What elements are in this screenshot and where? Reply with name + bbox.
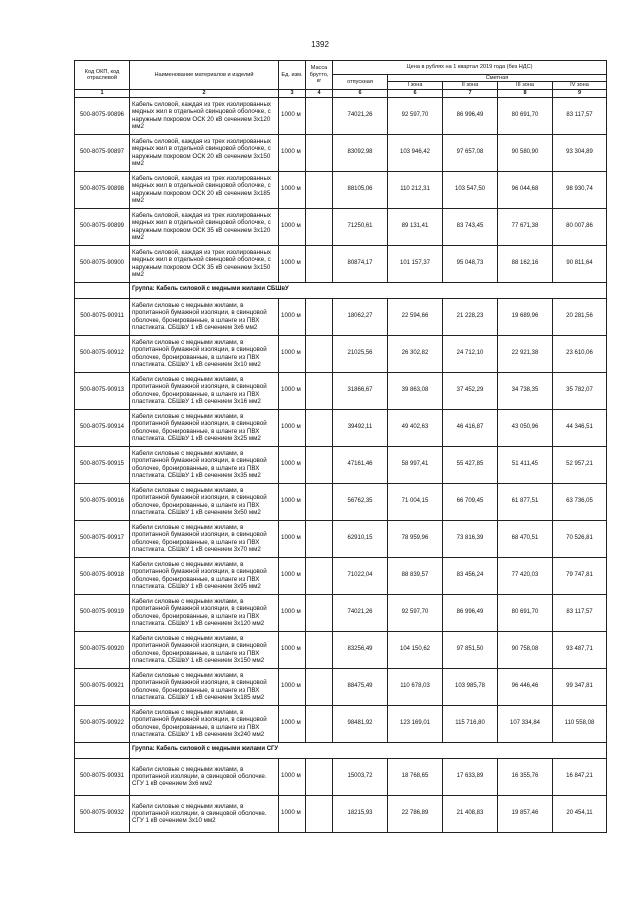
cell-release-price: 71250,61 (333, 208, 388, 245)
table-row (75, 705, 607, 742)
cell-code: 500-8075-90917 (75, 520, 130, 557)
cell-unit: 1000 м (279, 668, 306, 705)
cell-unit: 1000 м (279, 483, 306, 520)
cell-zone-2-price: 37 452,29 (443, 372, 498, 409)
cell-zone-1-price: 123 169,01 (388, 705, 443, 742)
cell-zone-4-price: 35 782,07 (553, 372, 607, 409)
cell-zone-2-price: 86 996,49 (443, 97, 498, 134)
cell-mass (306, 372, 333, 409)
cell-code: 500-8075-90932 (75, 795, 130, 832)
cell-unit: 1000 м (279, 298, 306, 335)
cell-unit: 1000 м (279, 446, 306, 483)
cell-zone-1-price: 92 597,70 (388, 97, 443, 134)
cell-zone-1-price: 78 959,96 (388, 520, 443, 557)
cell-zone-4-price: 63 736,05 (553, 483, 607, 520)
cell-mass (306, 409, 333, 446)
cell-mass (306, 97, 333, 134)
cell-release-price: 80874,17 (333, 245, 388, 282)
table-row (75, 335, 607, 372)
cell-mass (306, 668, 333, 705)
cell-code: 500-8075-90915 (75, 446, 130, 483)
cell-zone-1-price: 89 131,41 (388, 208, 443, 245)
cell-zone-3-price: 19 689,96 (498, 298, 553, 335)
cell-name: Кабели силовые с медными жилами, в пропитанной бумажной изоляции, в свинцовой оболочке, бронированные, в шланге из ПВХ пластиката. СБШвУ 1 кВ сечением 3х150 мм2 (130, 631, 279, 668)
col-number: 7 (443, 89, 498, 97)
cell-release-price: 74021,26 (333, 594, 388, 631)
cell-zone-3-price: 88 162,16 (498, 245, 553, 282)
cell-mass (306, 758, 333, 795)
col-number: 9 (553, 89, 607, 97)
cell-zone-3-price: 61 877,51 (498, 483, 553, 520)
cell-zone-2-price: 73 816,39 (443, 520, 498, 557)
table-row (75, 208, 607, 245)
cell-mass (306, 335, 333, 372)
cell-name: Кабели силовые с медными жилами, в пропитанной бумажной изоляции, в свинцовой оболочке, бронированные, в шланге из ПВХ пластиката. СБШвУ 1 кВ сечением 3х120 мм2 (130, 594, 279, 631)
header-price-title: Цена в рублях на 1 квартал 2019 года (без НДС) (333, 61, 607, 75)
cell-name: Кабели силовые с медными жилами, в пропитанной бумажной изоляции, в свинцовой оболочке, бронированные, в шланге из ПВХ пластиката. СБШвУ 1 кВ сечением 3х185 мм2 (130, 668, 279, 705)
cell-zone-2-price: 103 985,78 (443, 668, 498, 705)
cell-name: Кабели силовые с медными жилами, в пропитанной изоляции, в свинцовой оболочке. СГУ 1 кВ сечением 3х10 мм2 (130, 795, 279, 832)
cell-unit: 1000 м (279, 335, 306, 372)
header-zone-3: III зона (498, 82, 553, 89)
cell-zone-2-price: 97 657,08 (443, 134, 498, 171)
cell-zone-2-price: 66 709,45 (443, 483, 498, 520)
col-number: 8 (498, 89, 553, 97)
cell-zone-3-price: 77 671,38 (498, 208, 553, 245)
cell-unit: 1000 м (279, 705, 306, 742)
cell-unit: 1000 м (279, 409, 306, 446)
header-zone-2: II зона (443, 82, 498, 89)
table-row (75, 372, 607, 409)
table-row (75, 631, 607, 668)
cell-zone-1-price: 22 594,66 (388, 298, 443, 335)
cell-release-price: 74021,26 (333, 97, 388, 134)
table-row (75, 520, 607, 557)
cell-code: 500-8075-90921 (75, 668, 130, 705)
cell-release-price: 88105,06 (333, 171, 388, 208)
cell-zone-4-price: 93 304,89 (553, 134, 607, 171)
cell-name: Кабель силовой, каждая из трех изолированных медных жил в отдельной свинцовой оболочке, с наружным покровом ОСК 20 кВ сечением 3х120 мм2 (130, 97, 279, 134)
cell-zone-3-price: 19 857,46 (498, 795, 553, 832)
cell-zone-1-price: 71 004,15 (388, 483, 443, 520)
cell-name: Кабели силовые с медными жилами, в пропитанной бумажной изоляции, в свинцовой оболочке, бронированные, в шланге из ПВХ пластиката. СБШвУ 1 кВ сечением 3х16 мм2 (130, 372, 279, 409)
group-title: Группа: Кабель силовой с медными жилами СГУ (130, 742, 607, 758)
cell-zone-1-price: 49 402,63 (388, 409, 443, 446)
cell-zone-4-price: 110 558,08 (553, 705, 607, 742)
cell-name: Кабели силовые с медными жилами, в пропитанной бумажной изоляции, в свинцовой оболочке, бронированные, в шланге из ПВХ пластиката. СБШвУ 1 кВ сечением 3х70 мм2 (130, 520, 279, 557)
cell-mass (306, 208, 333, 245)
cell-zone-1-price: 103 946,42 (388, 134, 443, 171)
table-row (75, 668, 607, 705)
cell-zone-2-price: 21 408,83 (443, 795, 498, 832)
cell-mass (306, 446, 333, 483)
group-title: Группа: Кабель силовой с медными жилами СБШвУ (130, 282, 607, 298)
cell-zone-1-price: 22 786,89 (388, 795, 443, 832)
cell-zone-2-price: 97 851,50 (443, 631, 498, 668)
cell-release-price: 18215,93 (333, 795, 388, 832)
cell-zone-4-price: 16 847,21 (553, 758, 607, 795)
cell-zone-3-price: 43 050,96 (498, 409, 553, 446)
cell-code: 500-8075-90931 (75, 758, 130, 795)
cell-zone-1-price: 104 150,62 (388, 631, 443, 668)
cell-name: Кабели силовые с медными жилами, в пропитанной бумажной изоляции, в свинцовой оболочке, бронированные, в шланге из ПВХ пластиката. СБШвУ 1 кВ сечением 3х240 мм2 (130, 705, 279, 742)
cell-zone-1-price: 101 157,37 (388, 245, 443, 282)
cell-zone-4-price: 23 610,06 (553, 335, 607, 372)
cell-zone-4-price: 70 526,81 (553, 520, 607, 557)
table-row (75, 594, 607, 631)
cell-zone-3-price: 51 411,45 (498, 446, 553, 483)
table-body (75, 97, 607, 832)
col-number: 6 (388, 89, 443, 97)
cell-zone-3-price: 80 691,70 (498, 594, 553, 631)
cell-zone-4-price: 98 930,74 (553, 171, 607, 208)
table-row (75, 298, 607, 335)
cell-zone-1-price: 18 768,65 (388, 758, 443, 795)
cell-unit: 1000 м (279, 795, 306, 832)
cell-zone-3-price: 16 355,76 (498, 758, 553, 795)
cell-unit: 1000 м (279, 594, 306, 631)
cell-release-price: 83092,98 (333, 134, 388, 171)
cell-code: 500-8075-90922 (75, 705, 130, 742)
cell-zone-4-price: 44 346,51 (553, 409, 607, 446)
cell-zone-1-price: 92 597,70 (388, 594, 443, 631)
cell-zone-3-price: 90 758,08 (498, 631, 553, 668)
table-row (75, 171, 607, 208)
cell-zone-2-price: 83 456,24 (443, 557, 498, 594)
cell-code: 500-8075-90918 (75, 557, 130, 594)
cell-zone-1-price: 110 678,03 (388, 668, 443, 705)
cell-code: 500-8075-90898 (75, 171, 130, 208)
group-code-cell (75, 742, 130, 758)
cell-zone-1-price: 58 997,41 (388, 446, 443, 483)
cell-code: 500-8075-90900 (75, 245, 130, 282)
cell-release-price: 98481,92 (333, 705, 388, 742)
cell-code: 500-8075-90899 (75, 208, 130, 245)
cell-zone-1-price: 88 839,57 (388, 557, 443, 594)
cell-zone-2-price: 17 633,89 (443, 758, 498, 795)
cell-zone-4-price: 20 281,56 (553, 298, 607, 335)
cell-zone-3-price: 107 334,84 (498, 705, 553, 742)
cell-unit: 1000 м (279, 97, 306, 134)
cell-release-price: 39492,11 (333, 409, 388, 446)
cell-code: 500-8075-90896 (75, 97, 130, 134)
cell-release-price: 83256,49 (333, 631, 388, 668)
cell-release-price: 31866,67 (333, 372, 388, 409)
cell-mass (306, 631, 333, 668)
cell-zone-2-price: 103 547,50 (443, 171, 498, 208)
header-zone-1: I зона (388, 82, 443, 89)
cell-code: 500-8075-90914 (75, 409, 130, 446)
cell-name: Кабели силовые с медными жилами, в пропитанной бумажной изоляции, в свинцовой оболочке, бронированные, в шланге из ПВХ пластиката. СБШвУ 1 кВ сечением 3х10 мм2 (130, 335, 279, 372)
cell-release-price: 21025,56 (333, 335, 388, 372)
page-number: 1392 (311, 40, 329, 49)
table-row (75, 446, 607, 483)
cell-unit: 1000 м (279, 134, 306, 171)
col-number: 3 (279, 89, 306, 97)
cell-name: Кабели силовые с медными жилами, в пропитанной бумажной изоляции, в свинцовой оболочке, бронированные, в шланге из ПВХ пластиката. СБШвУ 1 кВ сечением 3х50 мм2 (130, 483, 279, 520)
cell-zone-3-price: 96 044,68 (498, 171, 553, 208)
cell-zone-3-price: 22 921,38 (498, 335, 553, 372)
cell-zone-4-price: 79 747,81 (553, 557, 607, 594)
cell-zone-2-price: 95 048,73 (443, 245, 498, 282)
cell-zone-4-price: 90 811,64 (553, 245, 607, 282)
cell-mass (306, 483, 333, 520)
cell-mass (306, 594, 333, 631)
col-number: 2 (130, 89, 279, 97)
col-number: 1 (75, 89, 130, 97)
header-zone-4: IV зона (553, 82, 607, 89)
table-row (75, 758, 607, 795)
cell-release-price: 56762,35 (333, 483, 388, 520)
cell-zone-4-price: 80 007,86 (553, 208, 607, 245)
cell-unit: 1000 м (279, 758, 306, 795)
cell-mass (306, 245, 333, 282)
cell-zone-2-price: 46 416,87 (443, 409, 498, 446)
header-mass: Масса брутто, кг (306, 61, 333, 90)
cell-unit: 1000 м (279, 372, 306, 409)
cell-code: 500-8075-90920 (75, 631, 130, 668)
header-code: Код ОКП, код отраслевой (75, 61, 130, 90)
cell-name: Кабель силовой, каждая из трех изолированных медных жил в отдельной свинцовой оболочке, с наружным покровом ОСК 35 кВ сечением 3х120 мм2 (130, 208, 279, 245)
cell-zone-3-price: 68 470,51 (498, 520, 553, 557)
cell-release-price: 62910,15 (333, 520, 388, 557)
cell-zone-4-price: 93 487,71 (553, 631, 607, 668)
cell-mass (306, 171, 333, 208)
cell-zone-4-price: 20 454,11 (553, 795, 607, 832)
cell-code: 500-8075-90913 (75, 372, 130, 409)
column-number-row (75, 89, 607, 97)
cell-unit: 1000 м (279, 245, 306, 282)
col-number: 4 (306, 89, 333, 97)
cell-zone-3-price: 77 420,03 (498, 557, 553, 594)
cell-release-price: 15003,72 (333, 758, 388, 795)
cell-mass (306, 298, 333, 335)
cell-zone-2-price: 55 427,85 (443, 446, 498, 483)
group-row (75, 282, 607, 298)
header-unit: Ед. изм. (279, 61, 306, 90)
cell-zone-4-price: 83 117,57 (553, 594, 607, 631)
table-row (75, 409, 607, 446)
header-release: отпускная (333, 75, 388, 90)
cell-mass (306, 795, 333, 832)
cell-code: 500-8075-90916 (75, 483, 130, 520)
cell-unit: 1000 м (279, 520, 306, 557)
cell-code: 500-8075-90912 (75, 335, 130, 372)
cell-code: 500-8075-90897 (75, 134, 130, 171)
table-row (75, 134, 607, 171)
cell-zone-2-price: 83 743,45 (443, 208, 498, 245)
cell-name: Кабели силовые с медными жилами, в пропитанной изоляции, в свинцовой оболочке. СГУ 1 кВ сечением 3х6 мм2 (130, 758, 279, 795)
cell-zone-1-price: 26 302,82 (388, 335, 443, 372)
cell-zone-3-price: 80 691,70 (498, 97, 553, 134)
group-code-cell (75, 282, 130, 298)
cell-zone-2-price: 24 712,10 (443, 335, 498, 372)
cell-zone-1-price: 110 212,31 (388, 171, 443, 208)
group-row (75, 742, 607, 758)
cell-mass (306, 557, 333, 594)
cell-mass (306, 705, 333, 742)
cell-name: Кабель силовой, каждая из трех изолированных медных жил в отдельной свинцовой оболочке, с наружным покровом ОСК 20 кВ сечением 3х185 мм2 (130, 171, 279, 208)
cell-zone-2-price: 115 716,80 (443, 705, 498, 742)
cell-unit: 1000 м (279, 557, 306, 594)
cell-unit: 1000 м (279, 171, 306, 208)
cell-zone-4-price: 52 957,21 (553, 446, 607, 483)
header-estimate: Сметная (388, 75, 607, 82)
table-row (75, 245, 607, 282)
col-number: 6 (333, 89, 388, 97)
cell-name: Кабели силовые с медными жилами, в пропитанной бумажной изоляции, в свинцовой оболочке, бронированные, в шланге из ПВХ пластиката. СБШвУ 1 кВ сечением 3х25 мм2 (130, 409, 279, 446)
cell-release-price: 71022,04 (333, 557, 388, 594)
table-row (75, 483, 607, 520)
cell-release-price: 18062,27 (333, 298, 388, 335)
cell-release-price: 88475,49 (333, 668, 388, 705)
cell-zone-3-price: 34 738,35 (498, 372, 553, 409)
table-row (75, 795, 607, 832)
table-row (75, 557, 607, 594)
cell-unit: 1000 м (279, 631, 306, 668)
cell-mass (306, 520, 333, 557)
cell-name: Кабель силовой, каждая из трех изолированных медных жил в отдельной свинцовой оболочке, с наружным покровом ОСК 20 кВ сечением 3х150 мм2 (130, 134, 279, 171)
cell-name: Кабель силовой, каждая из трех изолированных медных жил в отдельной свинцовой оболочке, с наружным покровом ОСК 35 кВ сечением 3х150 мм2 (130, 245, 279, 282)
cell-code: 500-8075-90919 (75, 594, 130, 631)
cell-unit: 1000 м (279, 208, 306, 245)
cell-zone-2-price: 86 996,49 (443, 594, 498, 631)
cell-zone-4-price: 99 347,81 (553, 668, 607, 705)
cell-zone-3-price: 90 580,90 (498, 134, 553, 171)
price-table (74, 60, 607, 833)
cell-code: 500-8075-90911 (75, 298, 130, 335)
cell-name: Кабели силовые с медными жилами, в пропитанной бумажной изоляции, в свинцовой оболочке, бронированные, в шланге из ПВХ пластиката. СБШвУ 1 кВ сечением 3х6 мм2 (130, 298, 279, 335)
header-name: Наименование материалов и изделий (130, 61, 279, 90)
cell-name: Кабели силовые с медными жилами, в пропитанной бумажной изоляции, в свинцовой оболочке, бронированные, в шланге из ПВХ пластиката. СБШвУ 1 кВ сечением 3х95 мм2 (130, 557, 279, 594)
cell-mass (306, 134, 333, 171)
cell-zone-3-price: 96 446,46 (498, 668, 553, 705)
cell-zone-2-price: 21 228,23 (443, 298, 498, 335)
cell-name: Кабели силовые с медными жилами, в пропитанной бумажной изоляции, в свинцовой оболочке, бронированные, в шланге из ПВХ пластиката. СБШвУ 1 кВ сечением 3х35 мм2 (130, 446, 279, 483)
cell-release-price: 47161,46 (333, 446, 388, 483)
cell-zone-4-price: 83 117,57 (553, 97, 607, 134)
cell-zone-1-price: 39 863,08 (388, 372, 443, 409)
table-row (75, 97, 607, 134)
